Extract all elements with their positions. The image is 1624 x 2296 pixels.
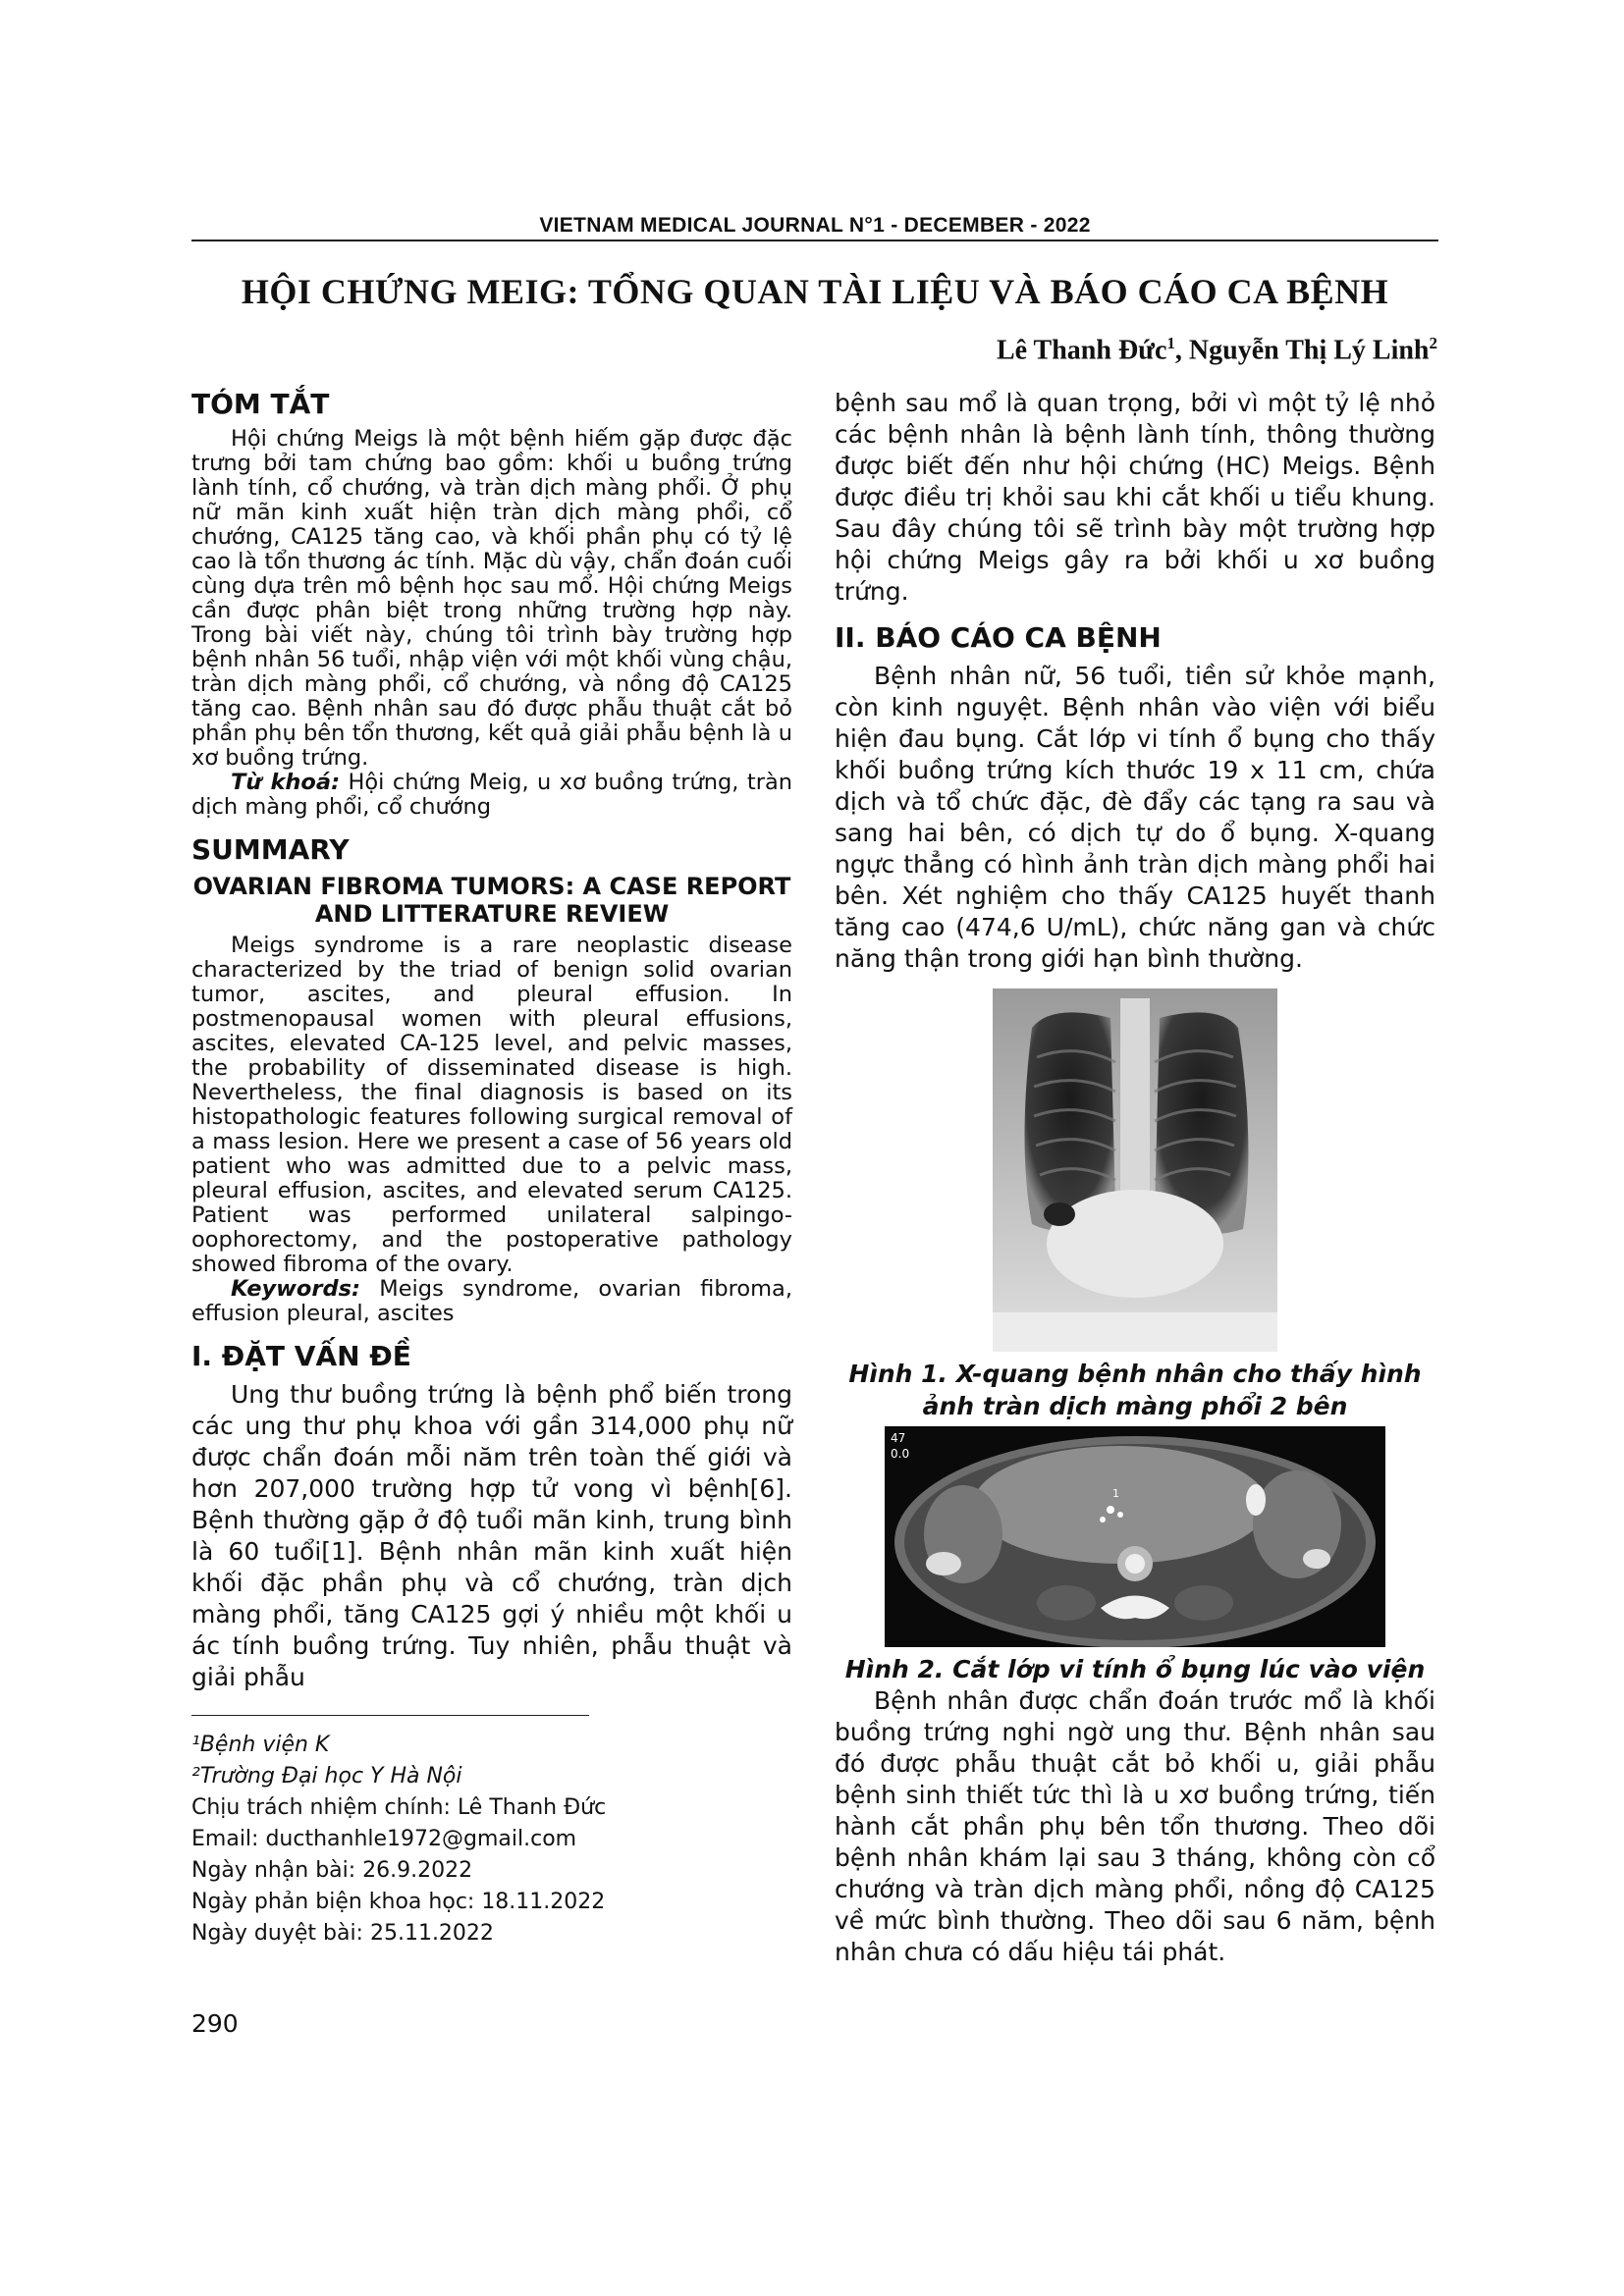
tomtat-keywords-text: Hội chứng Meig, u xơ buồng trứng, tràn dịch màng phổi, cổ chướng (191, 770, 792, 820)
footnote-affiliation-2: ²Trường Đại học Y Hà Nội (191, 1764, 462, 1789)
left-column (191, 388, 792, 1949)
footnote-accepted: Ngày duyệt bài: 25.11.2022 (191, 1921, 494, 1946)
figure-2-label-c: 1 (1112, 1487, 1119, 1500)
author-line (997, 334, 1437, 366)
summary-keywords (191, 1277, 792, 1326)
author-2-name: Nguyễn Thị Lý Linh (1188, 335, 1430, 366)
tomtat-keywords-label: Từ khoá: (231, 770, 341, 795)
footnote-affiliation-1: ¹Bệnh viện K (191, 1733, 330, 1757)
author-1-affiliation: 1 (1166, 334, 1175, 352)
summary-keywords-text: Meigs syndrome, ovarian fibroma, effusion pleural, ascites (191, 1276, 792, 1326)
header-rule (191, 240, 1438, 241)
tomtat-keywords (191, 771, 792, 820)
figure-2-label-a: 47 (891, 1431, 906, 1445)
section-1-body-left: Ung thư buồng trứng là bệnh phổ biến trong các ung thư phụ khoa với gần 314,000 phụ nữ được chẩn đoán mỗi năm trên toàn thế giới và hơn 207,000 trường hợp tử vong vì bệnh[6]. Bệnh thường gặp ở độ tuổi mãn kinh, trung bình là 60 tuổi[1]. Bệnh nhân mãn kinh xuất hiện khối đặc phần phụ và cổ chướng, tràn dịch màng phổi, tăng CA125 gợi ý nhiều một khối u ác tính buồng trứng. Tuy nhiên, phẫu thuật và giải phẫu (191, 1380, 792, 1691)
section-1-body-right: bệnh sau mổ là quan trọng, bởi vì một tỷ lệ nhỏ các bệnh nhân là bệnh lành tính, thông thường được biết đến như hội chứng (HC) Meigs. Bệnh được điều trị khỏi sau khi cắt khối u tiểu khung. Sau đây chúng tôi sẽ trình bày một trường hợp hội chứng Meigs gây ra bởi khối u xơ buồng trứng. (835, 389, 1435, 606)
footnote-responsible: Chịu trách nhiệm chính: Lê Thanh Đức (191, 1795, 607, 1820)
author-2-affiliation: 2 (1429, 334, 1437, 352)
footnote-reviewed: Ngày phản biện khoa học: 18.11.2022 (191, 1890, 606, 1914)
running-head: VIETNAM MEDICAL JOURNAL N°1 - DECEMBER - 2022 (539, 214, 1091, 237)
tomtat-heading: TÓM TẮT (191, 388, 330, 420)
author-separator: , (1174, 335, 1189, 366)
right-column (835, 388, 1435, 1968)
figure-2-label-b: 0.0 (891, 1447, 910, 1461)
summary-keywords-label: Keywords: (231, 1276, 360, 1302)
figure-2-caption: Hình 2. Cắt lớp vi tính ổ bụng lúc vào viện (844, 1655, 1426, 1683)
footnote-email: Email: ducthanhle1972@gmail.com (191, 1827, 577, 1851)
footnote-received: Ngày nhận bài: 26.9.2022 (191, 1858, 473, 1883)
figure-1-caption: Hình 1. X-quang bệnh nhân cho thấy hình ảnh tràn dịch màng phổi 2 bên (848, 1360, 1422, 1420)
tomtat-body: Hội chứng Meigs là một bệnh hiếm gặp được đặc trưng bởi tam chứng bao gồm: khối u buồng trứng lành tính, cổ chướng, và tràn dịch màng phổi. Ở phụ nữ mãn kinh xuất hiện tràn dịch màng phổi, cổ chướng, CA125 tăng cao, và khối phần phụ có tỷ lệ cao là tổn thương ác tính. Mặc dù vậy, chẩn đoán cuối cùng dựa trên mô bệnh học sau mổ. Hội chứng Meigs cần được phân biệt trong những trường hợp này. Trong bài viết này, chúng tôi trình bày trường hợp bệnh nhân 56 tuổi, nhập viện với một khối vùng chậu, tràn dịch màng phổi, cổ chướng, và nồng độ CA125 tăng cao. Bệnh nhân sau đó được phẫu thuật cắt bỏ phần phụ bên tổn thương, kết quả giải phẫu bệnh là u xơ buồng trứng. (191, 426, 792, 771)
author-1-name: Lê Thanh Đức (996, 335, 1167, 366)
article-title: HỘI CHỨNG MEIG: TỔNG QUAN TÀI LIỆU VÀ BÁO CÁO CA BỆNH (241, 272, 1389, 311)
summary-body: Meigs syndrome is a rare neoplastic disease characterized by the triad of benign solid ovarian tumor, ascites, and pleural effusion. In postmenopausal women with pleural effusions, ascites, elevated CA-125 level, and pelvic masses, the probability of disseminated disease is high. Nevertheless, the final diagnosis is based on its histopathologic features following surgical removal of a mass lesion. Here we present a case of 56 years old patient who was admitted due to a pelvic mass, pleural effusion, ascites, and elevated serum CA125. Patient was performed unilateral salpingo-oophorectomy, and the postoperative pathology showed fibroma of the ovary. (191, 933, 792, 1277)
summary-heading: SUMMARY (191, 833, 350, 866)
footnote-rule (191, 1715, 589, 1716)
section-2-heading: II. BÁO CÁO CA BỆNH (835, 621, 1162, 654)
page-number: 290 (191, 2009, 239, 2038)
section-2-body-1: Bệnh nhân nữ, 56 tuổi, tiền sử khỏe mạnh, còn kinh nguyệt. Bệnh nhân vào viện với biểu hiện đau bụng. Cắt lớp vi tính ổ bụng cho thấy khối buồng trứng kích thước 19 x 11 cm, chứa dịch và tổ chức đặc, đè đẩy các tạng ra sau và sang hai bên, có dịch tự do ổ bụng. X-quang ngực thẳng có hình ảnh tràn dịch màng phổi hai bên. Xét nghiệm cho thấy CA125 huyết thanh tăng cao (474,6 U/mL), chức năng gan và chức năng thận trong giới hạn bình thường. (835, 662, 1435, 973)
summary-title: OVARIAN FIBROMA TUMORS: A CASE REPORT AND LITTERATURE REVIEW (192, 873, 791, 928)
section-2-body-2: Bệnh nhân được chẩn đoán trước mổ là khối buồng trứng nghi ngờ ung thư. Bệnh nhân sau đó được phẫu thuật cắt bỏ khối u, giải phẫu bệnh sinh thiết tức thì là u xơ buồng trứng, tiến hành cắt phần phụ bên tổn thương. Theo dõi bệnh nhân khám lại sau 3 tháng, không còn cổ chướng và tràn dịch màng phổi, nồng độ CA125 về mức bình thường. Theo dõi sau 6 năm, bệnh nhân chưa có dấu hiệu tái phát. (835, 1686, 1435, 1966)
figure-2-ct-scan-image (885, 1426, 1385, 1647)
figure-1-xray-image (993, 988, 1277, 1352)
section-1-heading: I. ĐẶT VẤN ĐỀ (191, 1340, 411, 1372)
